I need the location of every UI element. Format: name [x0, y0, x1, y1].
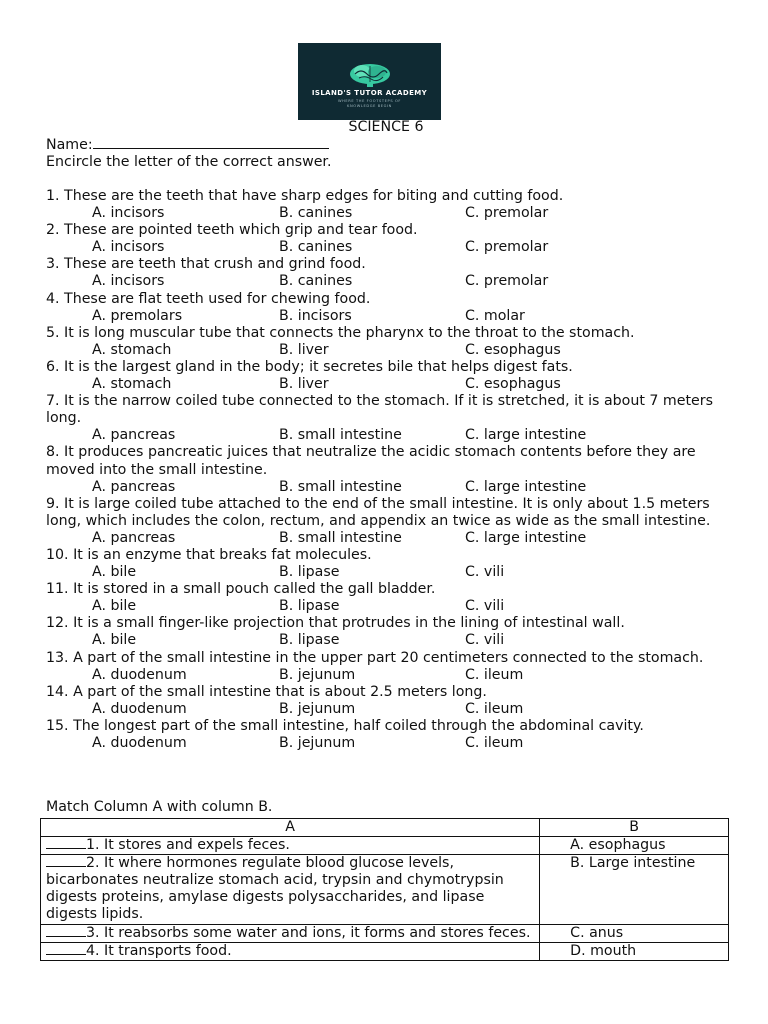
answer-blank[interactable] — [46, 855, 86, 867]
answer-choices — [46, 239, 726, 256]
name-row — [46, 136, 726, 154]
question-text: 8. It produces pancreatic juices that neutralize the acidic stomach contents before they are moved into the small intestine. — [46, 444, 696, 478]
choice-a[interactable]: A. incisors — [92, 239, 165, 256]
question-text: 5. It is long muscular tube that connects the pharynx to the throat to the stomach. — [46, 324, 635, 341]
answer-choices — [46, 564, 726, 581]
instruction: Encircle the letter of the correct answer. — [46, 154, 332, 170]
answer-choices — [46, 598, 726, 615]
brain-icon — [347, 63, 393, 87]
column-b-header: B — [540, 819, 729, 837]
choice-a[interactable]: A. incisors — [92, 205, 165, 222]
question-text: 9. It is large coiled tube attached to the end of the small intestine. It is only about 1.5 meters long, which includes the colon, rectum, and appendix an twice as wide as the small intestine. — [46, 495, 711, 529]
choice-b[interactable]: B. canines — [279, 273, 353, 290]
question-item — [46, 650, 726, 684]
choice-b[interactable]: B. small intestine — [279, 427, 402, 444]
table-row — [41, 855, 729, 924]
choice-b[interactable]: B. small intestine — [279, 478, 402, 495]
question-item — [46, 547, 726, 581]
question-item — [46, 718, 726, 752]
answer-choices — [46, 273, 726, 290]
table-header-row — [41, 819, 729, 837]
choice-a[interactable]: A. pancreas — [92, 478, 176, 495]
choice-a[interactable]: A. incisors — [92, 273, 165, 290]
matching-instruction: Match Column A with column B. — [46, 799, 273, 815]
question-item — [46, 496, 726, 547]
choice-b[interactable]: B. canines — [279, 205, 353, 222]
table-row — [41, 924, 729, 942]
column-b-cell: A. esophagus — [540, 837, 729, 855]
choice-a[interactable]: A. stomach — [92, 341, 172, 358]
question-list — [46, 188, 726, 752]
page-title: SCIENCE 6 — [348, 119, 424, 135]
column-b-cell: D. mouth — [540, 942, 729, 960]
column-a-cell — [41, 942, 540, 960]
column-b-cell: C. anus — [540, 924, 729, 942]
question-text: 15. The longest part of the small intestine, half coiled through the abdominal cavity. — [46, 717, 644, 734]
column-a-text: 4. It transports food. — [86, 942, 232, 959]
choice-c[interactable]: C. ileum — [465, 735, 524, 751]
choice-c[interactable]: C. ileum — [465, 666, 524, 683]
choice-b[interactable]: B. small intestine — [279, 529, 402, 546]
answer-choices — [46, 342, 726, 359]
answer-choices — [46, 667, 726, 684]
choice-c[interactable]: C. large intestine — [465, 478, 587, 495]
answer-choices — [46, 701, 726, 718]
choice-b[interactable]: B. liver — [279, 341, 329, 358]
choice-c[interactable]: C. large intestine — [465, 529, 587, 546]
question-text: 7. It is the narrow coiled tube connected to the stomach. If it is stretched, it is about 7 meters long. — [46, 393, 713, 427]
choice-c[interactable]: C. large intestine — [465, 427, 587, 444]
worksheet — [46, 119, 726, 752]
question-text: 11. It is stored in a small pouch called the gall bladder. — [46, 581, 436, 598]
choice-a[interactable]: A. pancreas — [92, 529, 176, 546]
choice-b[interactable]: B. jejunum — [279, 666, 356, 683]
name-label: Name: — [46, 137, 93, 153]
logo-name: ISLAND'S TUTOR ACADEMY — [311, 89, 428, 97]
choice-c[interactable]: C. premolar — [465, 273, 549, 290]
question-text: 14. A part of the small intestine that is about 2.5 meters long. — [46, 683, 487, 700]
answer-blank[interactable] — [46, 943, 86, 955]
choice-b[interactable]: B. jejunum — [279, 700, 356, 717]
answer-choices — [46, 205, 726, 222]
column-a-text: 1. It stores and expels feces. — [86, 837, 290, 854]
choice-b[interactable]: B. canines — [279, 239, 353, 256]
choice-a[interactable]: A. pancreas — [92, 427, 176, 444]
choice-a[interactable]: A. bile — [92, 632, 137, 649]
matching-table — [40, 818, 729, 961]
column-a-header: A — [41, 819, 540, 837]
logo-tagline: WHERE THE FOOTSTEPS OF KNOWLEDGE BEGIN — [337, 99, 402, 109]
choice-c[interactable]: C. vili — [465, 598, 505, 615]
column-b-cell: B. Large intestine — [540, 855, 729, 924]
question-item — [46, 256, 726, 290]
question-text: 10. It is an enzyme that breaks fat molecules. — [46, 546, 372, 563]
question-text: 6. It is the largest gland in the body; it secretes bile that helps digest fats. — [46, 358, 573, 375]
choice-c[interactable]: C. vili — [465, 632, 505, 649]
choice-c[interactable]: C. ileum — [465, 700, 524, 717]
column-a-text: 2. It where hormones regulate blood glucose levels, bicarbonates neutralize stomach acid, trypsin and chymotrypsin digests proteins, amylase digests polysaccharides, and lipase digests lipids. — [46, 855, 504, 923]
choice-a[interactable]: A. stomach — [92, 376, 172, 393]
choice-b[interactable]: B. lipase — [279, 632, 340, 649]
answer-choices — [46, 530, 726, 547]
question-item — [46, 615, 726, 649]
answer-blank[interactable] — [46, 837, 86, 849]
choice-b[interactable]: B. lipase — [279, 598, 340, 615]
column-a-cell — [41, 855, 540, 924]
table-row — [41, 942, 729, 960]
choice-a[interactable]: A. duodenum — [92, 700, 187, 717]
question-item — [46, 581, 726, 615]
academy-logo — [298, 43, 441, 120]
choice-a[interactable]: A. bile — [92, 564, 137, 581]
answer-choices — [46, 376, 726, 393]
choice-c[interactable]: C. premolar — [465, 239, 549, 256]
choice-a[interactable]: A. duodenum — [92, 666, 187, 683]
choice-c[interactable]: C. esophagus — [465, 376, 561, 393]
question-text: 1. These are the teeth that have sharp edges for biting and cutting food. — [46, 188, 564, 204]
question-text: 3. These are teeth that crush and grind food. — [46, 256, 366, 273]
question-item — [46, 684, 726, 718]
choice-a[interactable]: A. premolars — [92, 307, 183, 324]
answer-choices — [46, 479, 726, 496]
choice-c[interactable]: C. esophagus — [465, 341, 561, 358]
question-text: 13. A part of the small intestine in the upper part 20 centimeters connected to the stomach. — [46, 649, 704, 666]
column-a-cell — [41, 924, 540, 942]
choice-a[interactable]: A. bile — [92, 598, 137, 615]
name-blank[interactable] — [93, 136, 329, 149]
question-text: 12. It is a small finger-like projection that protrudes in the lining of intestinal wall. — [46, 615, 625, 632]
column-a-cell — [41, 837, 540, 855]
question-item — [46, 291, 726, 325]
answer-choices — [46, 632, 726, 649]
answer-choices — [46, 427, 726, 444]
choice-c[interactable]: C. vili — [465, 564, 505, 581]
question-item — [46, 325, 726, 359]
answer-choices — [46, 308, 726, 325]
table-row — [41, 837, 729, 855]
answer-choices — [46, 735, 726, 752]
choice-b[interactable]: B. jejunum — [279, 735, 356, 751]
question-text: 2. These are pointed teeth which grip and tear food. — [46, 222, 418, 239]
question-text: 4. These are flat teeth used for chewing food. — [46, 290, 371, 307]
choice-b[interactable]: B. incisors — [279, 307, 352, 324]
column-a-text: 3. It reabsorbs some water and ions, it forms and stores feces. — [86, 924, 531, 941]
choice-c[interactable]: C. premolar — [465, 205, 549, 222]
choice-b[interactable]: B. liver — [279, 376, 329, 393]
question-item — [46, 222, 726, 256]
answer-blank[interactable] — [46, 925, 86, 937]
question-item — [46, 188, 726, 222]
choice-b[interactable]: B. lipase — [279, 564, 340, 581]
question-item — [46, 393, 726, 444]
question-item — [46, 444, 726, 495]
choice-a[interactable]: A. duodenum — [92, 735, 187, 751]
question-item — [46, 359, 726, 393]
choice-c[interactable]: C. molar — [465, 307, 525, 324]
